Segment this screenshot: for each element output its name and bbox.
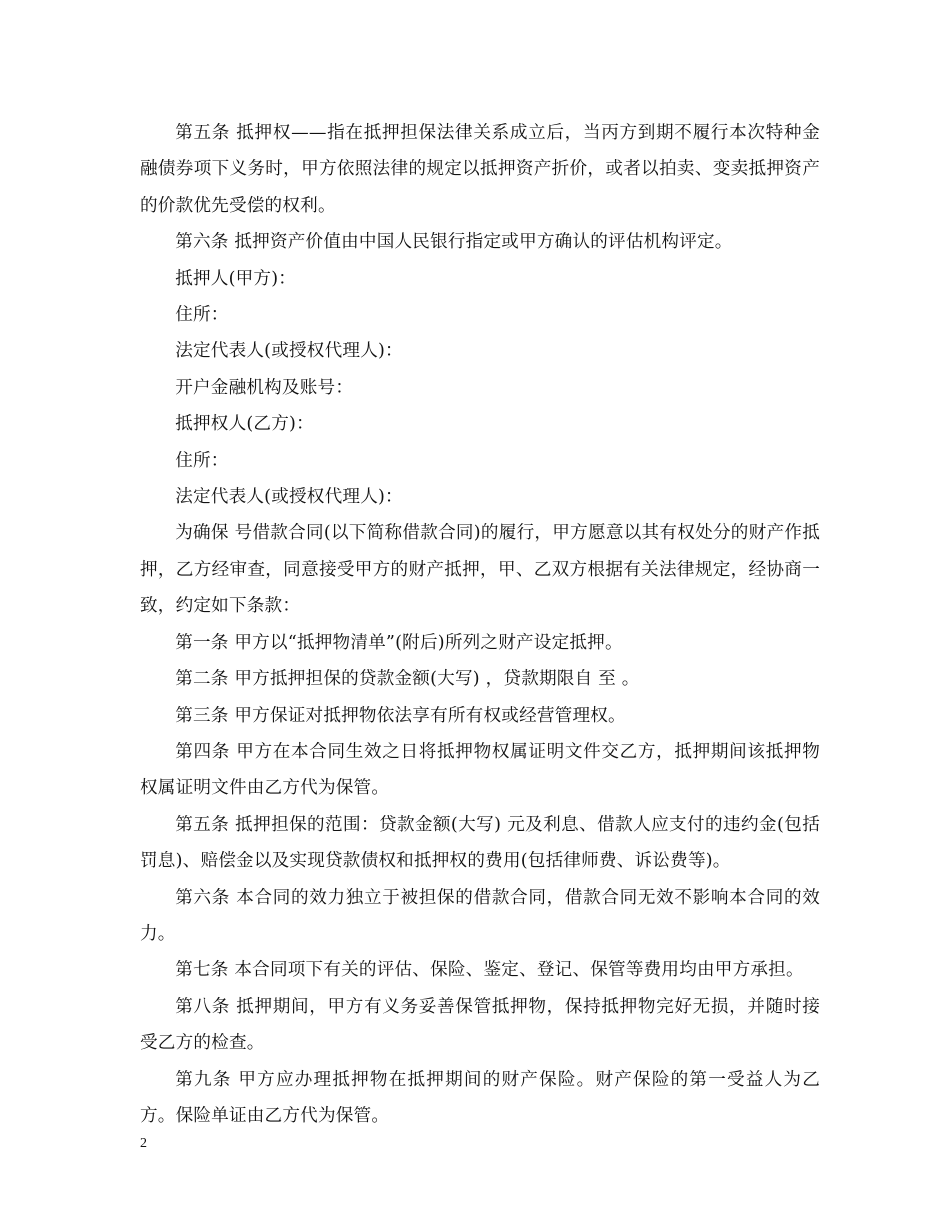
paragraph-article-4: 第四条 甲方在本合同生效之日将抵押物权属证明文件交乙方，抵押期间该抵押物权属证明文件由乙方代为保管。 <box>140 741 820 799</box>
paragraph-article-2: 第二条 甲方抵押担保的贷款金额(大写) ，贷款期限自 至 。 <box>175 669 640 690</box>
page-number: 2 <box>140 1136 147 1151</box>
paragraph-article-5-mortgage-right: 第五条 抵押权——指在抵押担保法律关系成立后，当丙方到期不履行本次特种金融债券项下义务时，甲方依照法律的规定以抵押资产折价，或者以拍卖、变卖抵押资产的价款优先受偿的权利。 <box>140 123 820 216</box>
paragraph-article-9: 第九条 甲方应办理抵押物在抵押期间的财产保险。财产保险的第一受益人为乙方。保险单证由乙方代为保管。 <box>140 1069 820 1126</box>
field-mortgagor-address: 住所： <box>175 305 229 326</box>
paragraph-article-1: 第一条 甲方以“抵押物清单”(附后)所列之财产设定抵押。 <box>175 632 623 653</box>
field-mortgagee: 抵押权人(乙方)： <box>175 414 314 435</box>
paragraph-article-6-validity: 第六条 本合同的效力独立于被担保的借款合同，借款合同无效不影响本合同的效力。 <box>140 887 820 944</box>
paragraph-article-5-scope: 第五条 抵押担保的范围：贷款金额(大写) 元及利息、借款人应支付的违约金(包括罚息)、赔偿金以及实现贷款债权和抵押权的费用(包括律师费、诉讼费等)。 <box>140 814 820 872</box>
paragraph-article-7: 第七条 本合同项下有关的评估、保险、鉴定、登记、保管等费用均由甲方承担。 <box>175 960 804 981</box>
field-mortgagor: 抵押人(甲方)： <box>175 268 297 289</box>
document-body <box>140 115 820 1134</box>
paragraph-article-3: 第三条 甲方保证对抵押物依法享有所有权或经营管理权。 <box>175 705 626 726</box>
field-mortgagee-representative: 法定代表人(或授权代理人)： <box>175 487 403 508</box>
field-bank-account: 开户金融机构及账号： <box>175 377 354 398</box>
paragraph-article-6-valuation: 第六条 抵押资产价值由中国人民银行指定或甲方确认的评估机构评定。 <box>175 232 733 253</box>
field-mortgagor-representative: 法定代表人(或授权代理人)： <box>175 341 403 362</box>
field-mortgagee-address: 住所： <box>175 450 229 471</box>
paragraph-article-8: 第八条 抵押期间，甲方有义务妥善保管抵押物，保持抵押物完好无损，并随时接受乙方的检查。 <box>140 996 820 1054</box>
paragraph-preamble: 为确保 号借款合同(以下简称借款合同)的履行，甲方愿意以其有权处分的财产作抵押，乙方经审查，同意接受甲方的财产抵押，甲、乙双方根据有关法律规定，经协商一致，约定如下条款： <box>140 523 820 617</box>
